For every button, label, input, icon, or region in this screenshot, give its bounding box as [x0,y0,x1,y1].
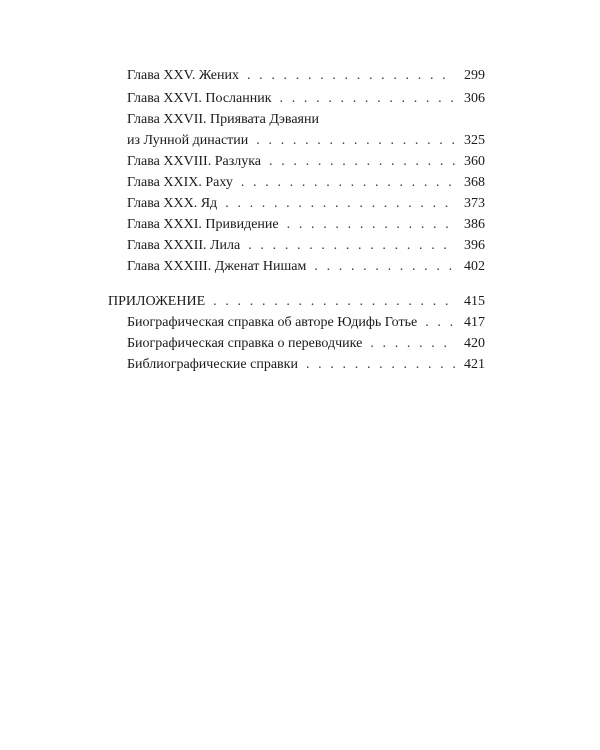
toc-entry-title-line2: из Лунной династии [127,133,249,148]
toc-entry [127,216,485,234]
dot-leader [247,67,455,85]
toc-entry [127,174,485,192]
toc-entry-title: Глава XXXIII. Дженат Нишам [127,259,307,274]
toc-entry-page: 368 [464,175,485,190]
toc-entry-page: 420 [464,336,485,351]
dot-leader [370,335,455,353]
toc-entry-page: 325 [464,133,485,148]
toc-entry-title: Библиографические справки [127,357,298,372]
dot-leader [314,258,455,276]
appendix-page: 415 [464,294,485,309]
toc-entry [127,237,485,255]
toc-entry [127,314,485,332]
toc-entry-page: 402 [464,259,485,274]
toc-entry [127,335,485,353]
toc-entry [127,258,485,276]
toc-entry-page: 373 [464,196,485,211]
toc-entry-page: 396 [464,238,485,253]
toc-entry-page: 386 [464,217,485,232]
dot-leader [280,90,455,108]
dot-leader [241,174,455,192]
toc-entry-title: Глава XXIX. Раху [127,175,233,190]
toc-entry-page: 417 [464,315,485,330]
dot-leader [248,237,455,255]
toc-entry [127,132,485,150]
dot-leader [256,132,455,150]
toc-entry-title: Глава XXV. Жених [127,68,239,83]
toc-entry [127,90,485,108]
dot-leader [269,153,455,171]
toc-entry-page: 360 [464,154,485,169]
toc-entry-page: 421 [464,357,485,372]
toc-entry-title-line1: Глава XXVII. Приявата Дэваяни [127,112,319,127]
dot-leader [213,293,455,311]
toc-entry-title: Глава XXXII. Лила [127,238,241,253]
dot-leader [306,356,455,374]
toc-entry-page: 306 [464,91,485,106]
toc-entry-title: Биографическая справка об авторе Юдифь Готье [127,315,418,330]
dot-leader [425,314,455,332]
toc-entry-title: Глава XXVIII. Разлука [127,154,262,169]
dot-leader [225,195,455,213]
toc-entry-page: 299 [464,68,485,83]
appendix-title: ПРИЛОЖЕНИЕ [108,294,206,309]
dot-leader [287,216,455,234]
toc-entry [127,195,485,213]
toc-entry [127,67,485,85]
toc-entry [127,153,485,171]
toc-entry-title: Глава XXX. Яд [127,196,218,211]
toc-entry-title: Биографическая справка о переводчике [127,336,363,351]
toc-entry-title: Глава XXVI. Посланник [127,91,272,106]
toc-entry [127,356,485,374]
toc-entry-title: Глава XXXI. Привидение [127,217,279,232]
toc-section-appendix [108,293,485,311]
